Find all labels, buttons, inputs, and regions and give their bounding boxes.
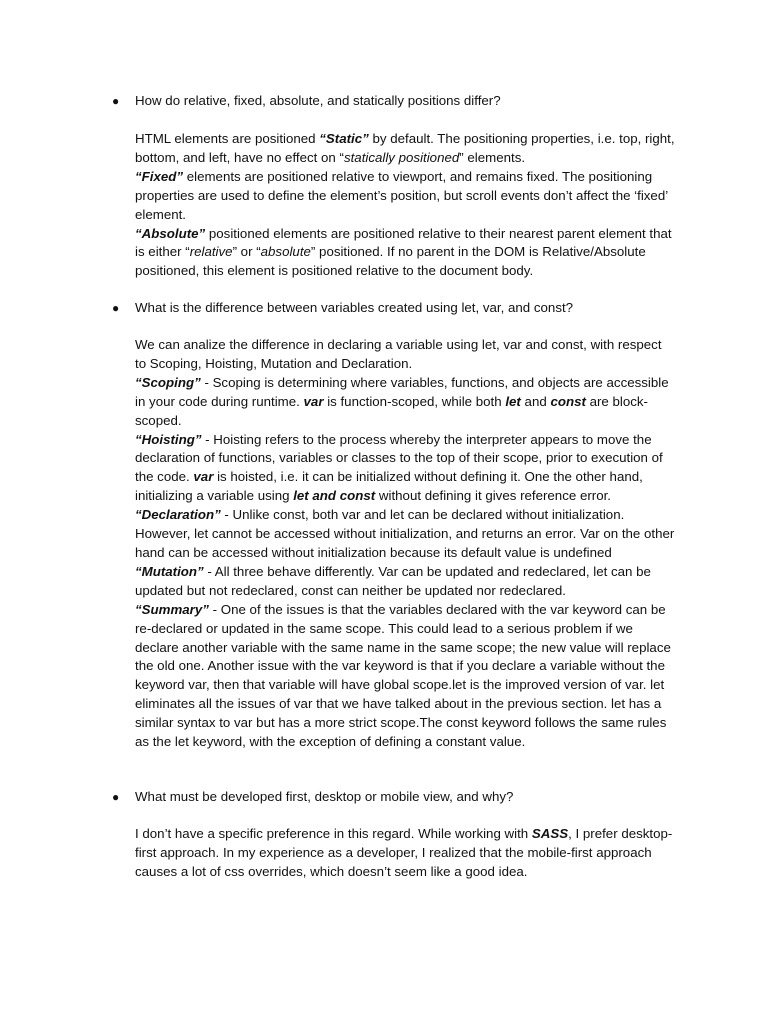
text-run: elements are positioned relative to viewport, and remains fixed. The positioning properties are used to define the element’s position, but scroll events don’t affect the ‘fixed’ element. <box>135 168 668 222</box>
question-row <box>112 298 672 318</box>
bullet-icon: ● <box>112 790 120 804</box>
question-text: How do relative, fixed, absolute, and statically positions differ? <box>135 93 501 108</box>
text-run: We can analize the difference in declaring a variable using let, var and const, with respect to Scoping, Hoisting, Mutation and Declaration. <box>135 337 662 371</box>
emphasis-text: “Hoisting” <box>135 431 202 447</box>
emphasis-text: “Fixed” <box>135 168 184 184</box>
question-text: What is the difference between variables created using let, var, and const? <box>135 300 574 315</box>
text-run: and <box>520 393 551 409</box>
emphasis-text: “Scoping” <box>135 374 201 390</box>
text-run: without defining it gives reference error. <box>375 488 611 504</box>
emphasis-text: const <box>550 393 586 409</box>
emphasis-text: let and const <box>293 488 376 504</box>
text-run: I don’t have a specific preference in this regard. While working with <box>135 826 532 841</box>
qa-section-desktop-mobile <box>112 787 673 879</box>
answer-block <box>135 336 675 752</box>
question-text: What must be developed first, desktop or mobile view, and why? <box>135 789 514 804</box>
answer-block <box>135 130 675 281</box>
emphasis-text: “Static” <box>319 131 369 146</box>
emphasis-text: “Summary” <box>135 601 209 617</box>
text-run: ” elements. <box>459 149 526 165</box>
answer-block <box>135 825 675 882</box>
answer-paragraph <box>135 431 675 507</box>
text-run: is hoisted, i.e. it can be initialized without defining it. One the other hand, initializing a variable using <box>135 469 643 504</box>
answer-paragraph <box>135 825 675 882</box>
text-run: ” positioned. If no parent in the DOM is Relative/Absolute positioned, this element is positioned relative to the document body. <box>135 244 646 279</box>
text-run: - Unlike const, both var and let can be declared without initialization. However, let cannot be accessed without initialization, and returns an error. Var on the other hand can be accessed without initialization because its default value is undefined <box>135 507 675 560</box>
answer-paragraph <box>135 563 675 601</box>
answer-paragraph <box>135 336 675 374</box>
emphasis-text: statically positioned <box>343 149 460 165</box>
answer-paragraph <box>135 601 675 752</box>
bullet-icon: ● <box>112 301 120 315</box>
qa-section-positions <box>112 91 675 279</box>
text-run: is function-scoped, while both <box>323 393 506 409</box>
text-run: HTML elements are positioned <box>135 131 320 146</box>
bullet-icon: ● <box>112 94 120 108</box>
text-run: - Hoisting refers to the process whereby the interpreter appears to move the declaration of functions, variables or classes to the top of their scope, prior to execution of the code. <box>135 431 663 485</box>
emphasis-text: var <box>303 393 324 409</box>
qa-section-variables <box>112 298 675 750</box>
text-run: by default. The positioning properties, i.e. top, right, bottom, and left, have no effect on “ <box>135 131 675 165</box>
question-row <box>112 787 672 807</box>
emphasis-text: relative <box>189 244 233 260</box>
text-run: , I prefer desktop-first approach. In my experience as a developer, I realized that the mobile-first approach causes a lot of css overrides, which doesn’t seem like a good idea. <box>135 826 673 879</box>
text-run: - Scoping is determining where variables, functions, and objects are accessible in your code during runtime. <box>135 374 669 409</box>
emphasis-text: let <box>505 393 521 409</box>
emphasis-text: absolute <box>260 244 311 260</box>
answer-paragraph <box>135 506 675 563</box>
answer-paragraph <box>135 168 675 225</box>
text-run: are block-scoped. <box>135 393 648 428</box>
emphasis-text: var <box>193 469 214 485</box>
emphasis-text: SASS <box>531 826 569 841</box>
emphasis-text: “Declaration” <box>135 507 221 523</box>
answer-paragraph <box>135 374 675 431</box>
text-run: positioned elements are positioned relative to their nearest parent element that is either “ <box>135 225 672 260</box>
text-run: - All three behave differently. Var can be updated and redeclared, let can be updated but not redeclared, const can neither be updated nor redeclared. <box>135 563 651 598</box>
answer-paragraph <box>135 130 675 168</box>
emphasis-text: “Mutation” <box>135 563 204 579</box>
question-row <box>112 91 672 111</box>
text-run: - One of the issues is that the variables declared with the var keyword can be re-declared or updated in the same scope. This could lead to a serious problem if we declare another variable with the same name in the same scope; the new value will replace the old one. Another issue with the var keyword is that if you declare a variable without the keyword var, then that variable will have global scope.let is the improved version of var. let eliminates all the issues of var that we have talked about in the previous section. let has a similar syntax to var but has a more strict scope.The const keyword follows the same rules as the let keyword, with the exception of defining a constant value. <box>135 601 671 750</box>
text-run: ” or “ <box>232 244 261 260</box>
emphasis-text: “Absolute” <box>135 225 206 241</box>
answer-paragraph <box>135 225 675 282</box>
